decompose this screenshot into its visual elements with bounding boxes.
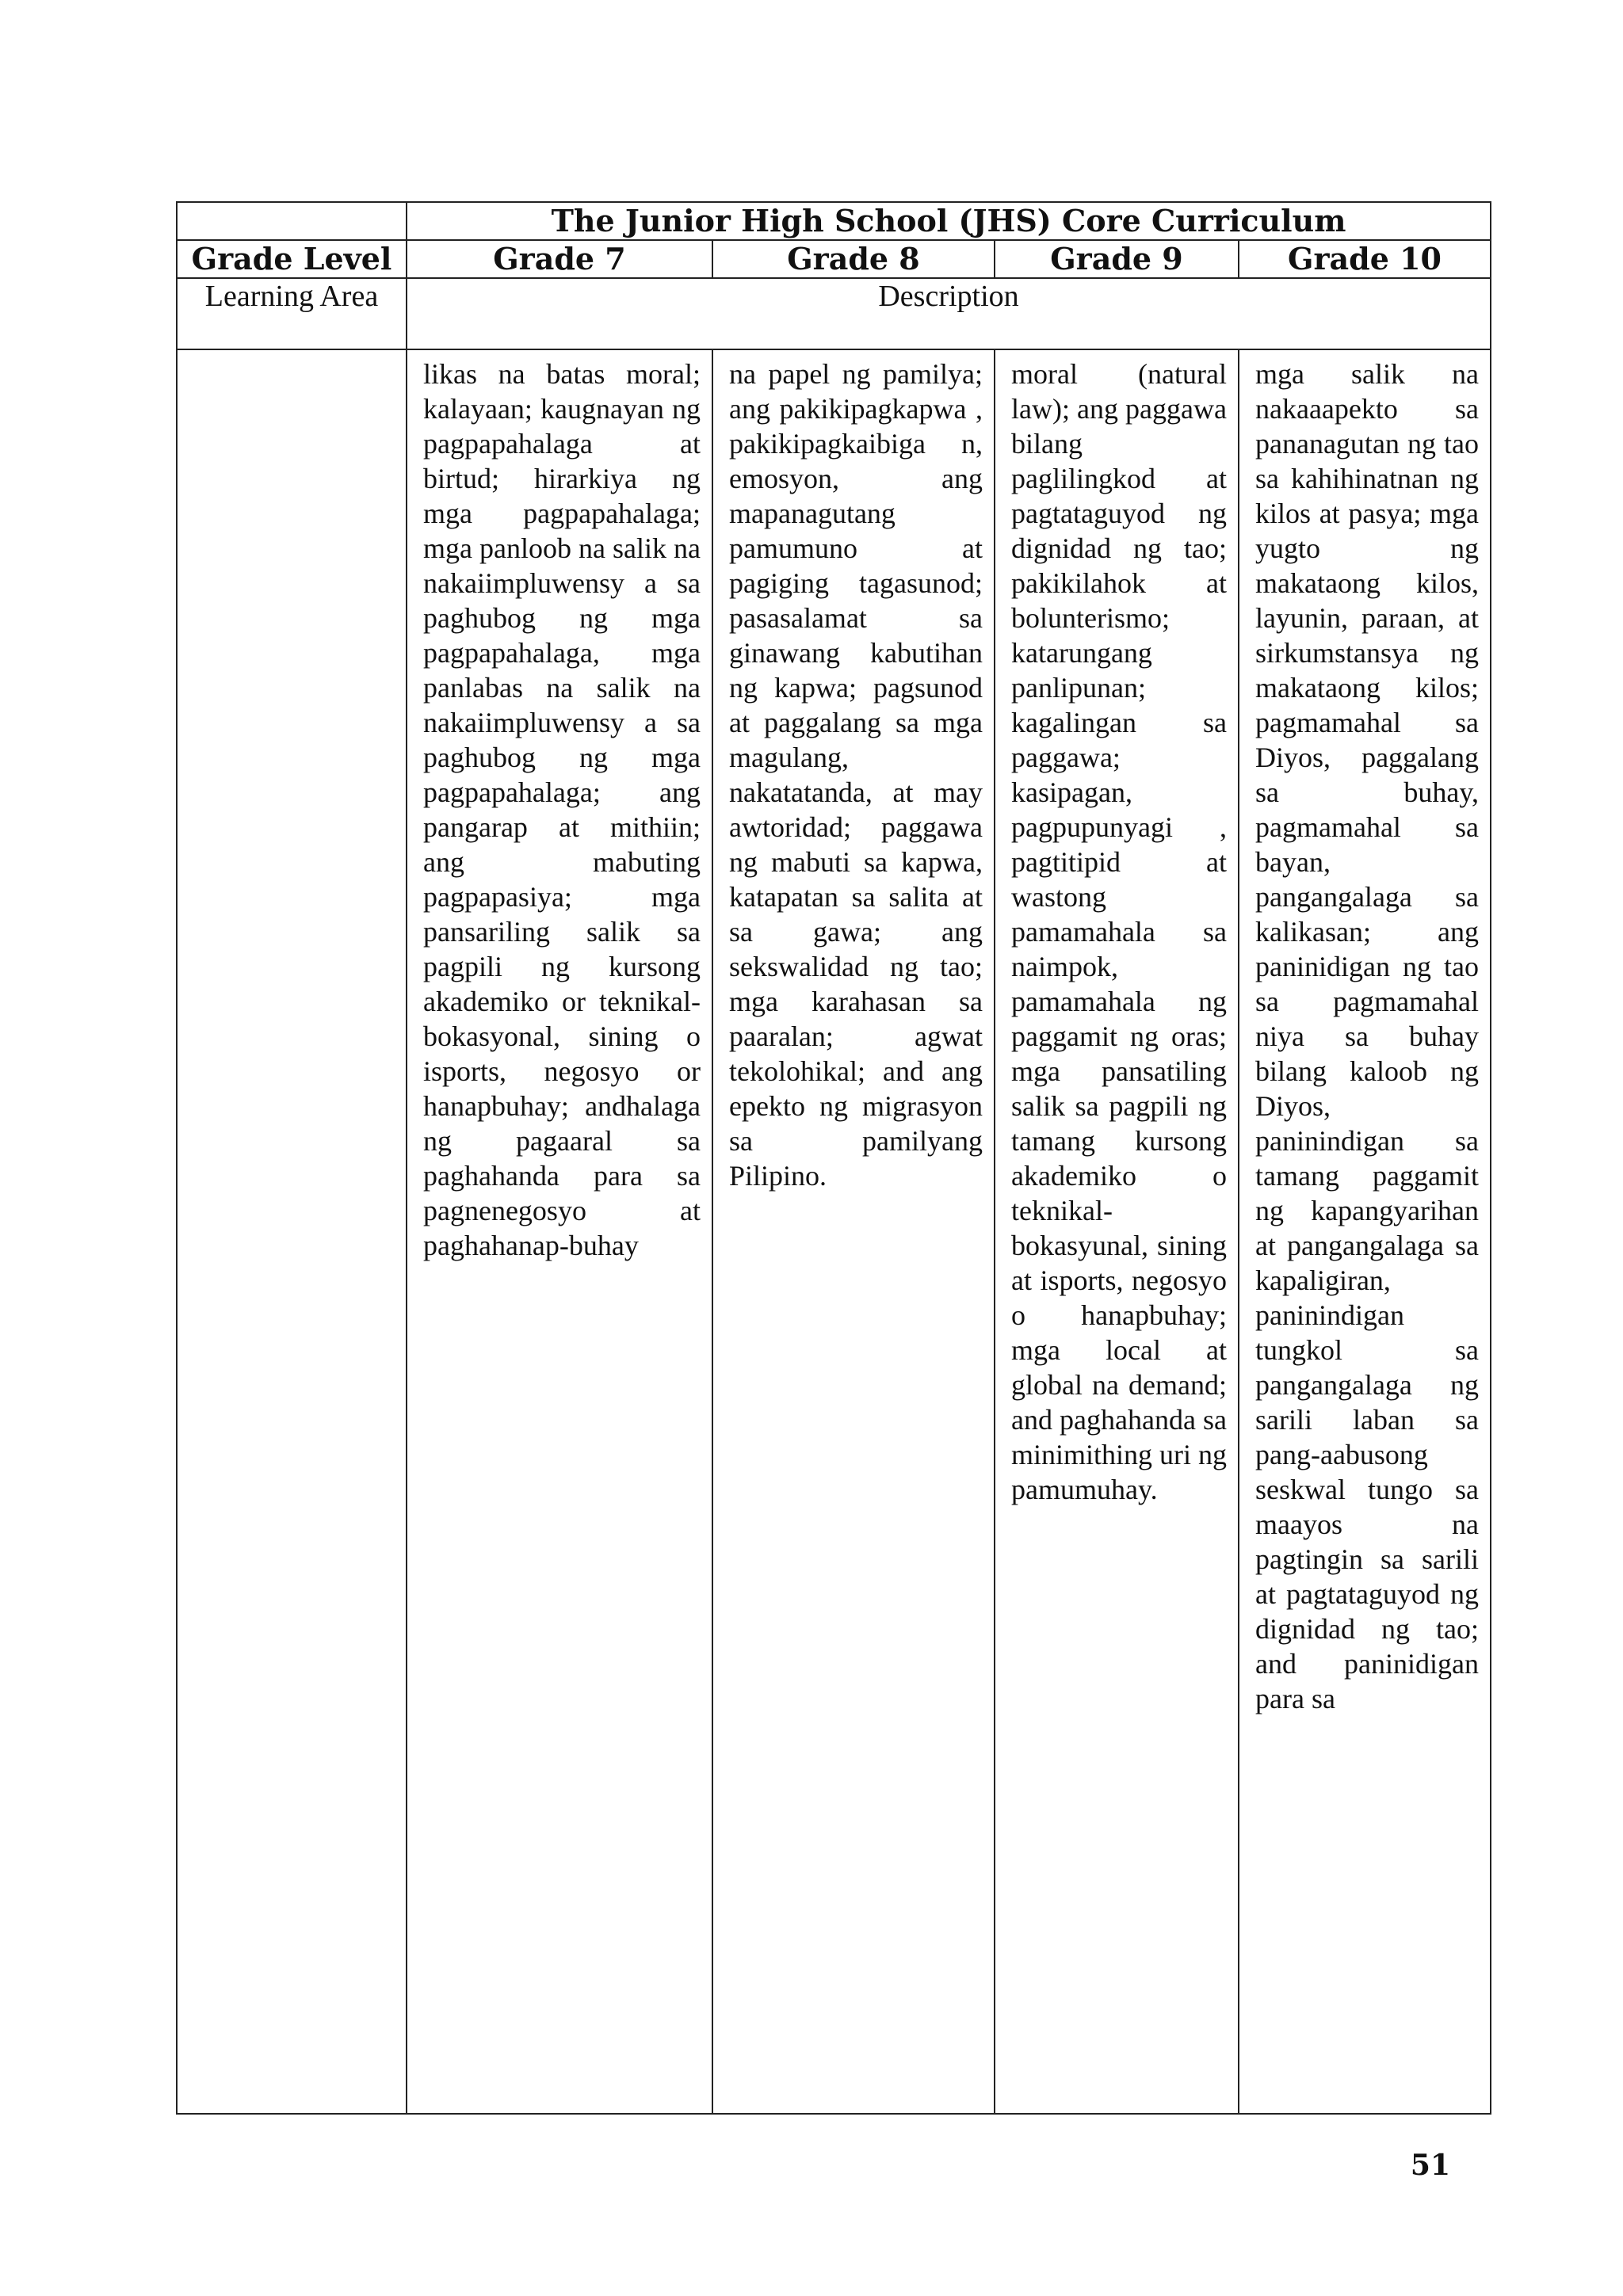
grade-7-description: likas na batas moral; kalayaan; kaugnayan ng pagpapahalaga at birtud; hirarkiya ng mga pagpapahalaga; mga panloob na salik na nakaiimpluwensy a sa paghubog ng mga pagpapahalaga, mga panlabas na salik na nakaiimpluwensy a sa paghubog ng mga pagpapahalaga; ang pangarap at mithiin; ang mabuting pagpapasiya; mga pansariling salik sa pagpili ng kursong akademiko or teknikal-bokasyonal, sining o isports, negosyo or hanapbuhay; andhalaga ng pagaaral sa paghahanda para sa pagnenegosyo at paghahanap-buhay bbox=[423, 358, 701, 1261]
grade-8-description-cell bbox=[712, 349, 995, 2114]
grade-9-description-cell bbox=[995, 349, 1239, 2114]
table-title: The Junior High School (JHS) Core Curriculum bbox=[407, 202, 1491, 240]
header-grade-7: Grade 7 bbox=[407, 240, 712, 278]
header-grade-level: Grade Level bbox=[177, 240, 407, 278]
header-grade-8: Grade 8 bbox=[712, 240, 995, 278]
learning-area-cell bbox=[177, 349, 407, 2114]
grade-10-description-cell bbox=[1239, 349, 1491, 2114]
grade-10-description: mga salik na nakaaapekto sa pananagutan ng tao sa kahihinatnan ng kilos at pasya; mga yugto ng makataong kilos, layunin, paraan, at sirkumstansya ng makataong kilos; pagmamahal sa Diyos, paggalang sa buhay, pagmamahal sa bayan, pangangalaga sa kalikasan; ang paninidigan ng tao sa pagmamahal niya sa buhay bilang kaloob ng Diyos, paninindigan sa tamang paggamit ng kapangyarihan at pangangalaga sa kapaligiran, paninindigan tungkol sa pangangalaga ng sarili laban sa pang-aabusong seskwal tungo sa maayos na pagtingin sa sarili at pagtataguyod ng dignidad ng tao; and paninidigan para sa bbox=[1255, 358, 1480, 1714]
learning-area-label: Learning Area bbox=[177, 278, 407, 349]
curriculum-table bbox=[176, 201, 1491, 2115]
description-label: Description bbox=[407, 278, 1491, 349]
header-grade-10: Grade 10 bbox=[1239, 240, 1491, 278]
grade-8-description: na papel ng pamilya; ang pakikipagkapwa , pakikipagkaibiga n, emosyon, ang mapanagutang pamumuno at pagiging tagasunod; pasasalamat sa ginawang kabutihan ng kapwa; pagsunod at paggalang sa mga magulang, nakatatanda, at may awtoridad; paggawa ng mabuti sa kapwa, katapatan sa salita at sa gawa; ang sekswalidad ng tao; mga karahasan sa paaralan; agwat tekolohikal; and ang epekto ng migrasyon sa pamilyang Pilipino. bbox=[729, 358, 983, 1192]
table-title-left-blank bbox=[177, 202, 407, 240]
header-grade-9: Grade 9 bbox=[995, 240, 1239, 278]
page-number: 51 bbox=[1410, 2149, 1450, 2182]
grade-9-description: moral (natural law); ang paggawa bilang paglilingkod at pagtataguyod ng dignidad ng tao; pakikilahok at bolunterismo; katarungang panlipunan; kagalingan sa paggawa; kasipagan, pagpupunyagi , pagtitipid at wastong pamamahala sa naimpok, pamamahala ng paggamit ng oras; mga pansatiling salik sa pagpili ng tamang kursong akademiko o teknikal-bokasyunal, sining at isports, negosyo o hanapbuhay; mga local at global na demand; and paghahanda sa minimithing uri ng pamumuhay. bbox=[1011, 358, 1228, 1505]
grade-7-description-cell bbox=[407, 349, 712, 2114]
